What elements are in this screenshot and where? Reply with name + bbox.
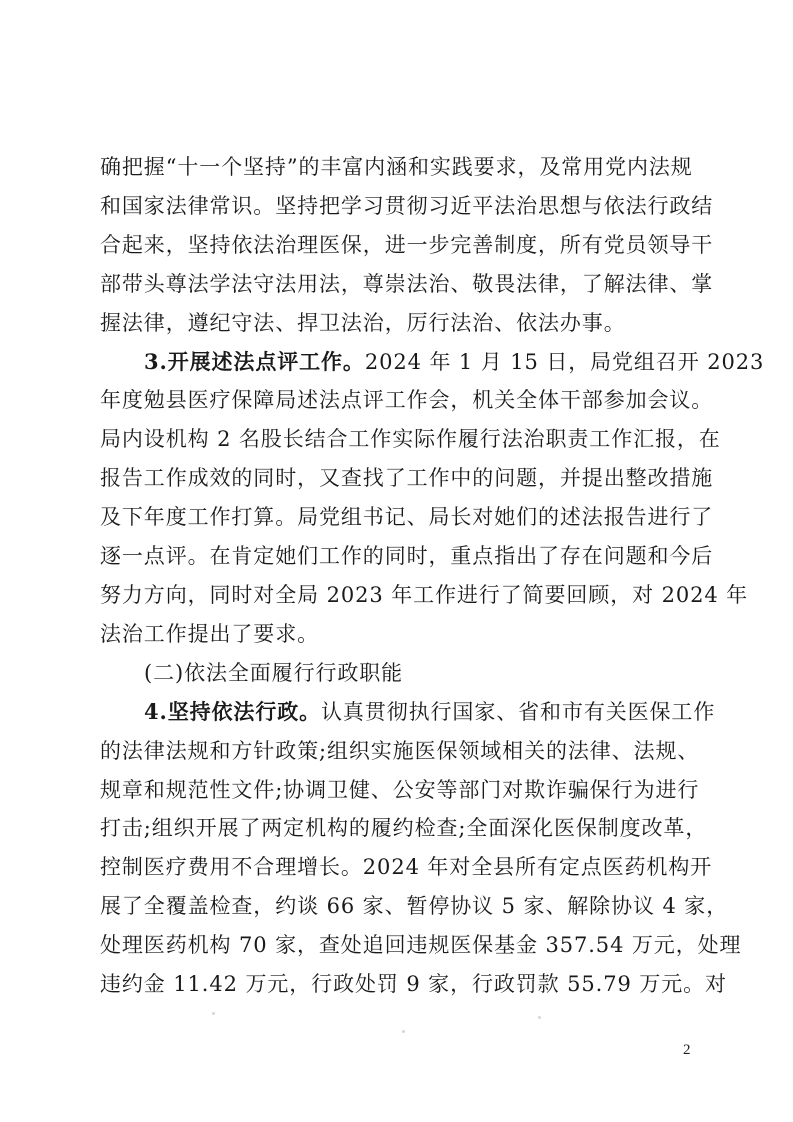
scan-speck xyxy=(402,1030,405,1033)
text-line: 的法律法规和方针政策;组织实施医保领域相关的法律、法规、 xyxy=(100,738,700,763)
text-line: 局内设机构 2 名股长结合工作实际作履行法治职责工作汇报，在 xyxy=(100,427,721,452)
text-line: 确把握“十一个坚持”的丰富内涵和实践要求，及常用党内法规 xyxy=(100,155,693,179)
text-line: 法治工作提出了要求。 xyxy=(100,621,319,646)
paragraph-administration-by-law xyxy=(100,693,742,1004)
text-run: 2024 年 1 月 15 日，局党组召开 2023 xyxy=(364,349,765,374)
paragraph-law-review xyxy=(100,343,765,654)
section-heading-text: (二)依法全面履行行政职能 xyxy=(144,660,404,685)
paragraph-heading: 4.坚持依法行政。 xyxy=(144,698,322,724)
document-body xyxy=(100,148,765,1004)
text-line: 努力方向，同时对全局 2023 年工作进行了简要回顾，对 2024 年 xyxy=(100,582,749,607)
text-line: 握法律，遵纪守法、捍卫法治，厉行法治、依法办事。 xyxy=(100,310,626,335)
text-line: 处理医药机构 70 家，查处追回违规医保基金 357.54 万元，处理 xyxy=(100,933,742,958)
text-line: 报告工作成效的同时，又查找了工作中的问题，并提出整改措施 xyxy=(100,466,714,491)
text-line: 规章和规范性文件;协调卫健、公安等部门对欺诈骗保行为进行 xyxy=(100,777,700,802)
text-line: 违约金 11.42 万元，行政处罚 9 家，行政罚款 55.79 万元。对 xyxy=(100,972,727,997)
scan-speck xyxy=(538,1016,541,1019)
text-line xyxy=(100,343,765,382)
text-line: 年度勉县医疗保障局述法点评工作会，机关全体干部参加会议。 xyxy=(100,388,714,413)
text-line xyxy=(100,693,716,732)
text-line: 及下年度工作打算。局党组书记、局长对她们的述法报告进行了 xyxy=(100,505,714,530)
paragraph-legal-study xyxy=(100,148,714,343)
text-line: 控制医疗费用不合理增长。2024 年对全县所有定点医药机构开 xyxy=(100,855,713,880)
scan-speck xyxy=(212,1012,215,1015)
text-line: 逐一点评。在肯定她们工作的同时，重点指出了存在问题和今后 xyxy=(100,544,714,569)
section-heading xyxy=(100,654,700,693)
text-line: 和国家法律常识。坚持把学习贯彻习近平法治思想与依法行政结 xyxy=(100,193,714,218)
page-number: 2 xyxy=(683,1042,691,1058)
text-run: 认真贯彻执行国家、省和市有关医保工作 xyxy=(321,699,716,724)
paragraph-heading: 3.开展述法点评工作。 xyxy=(144,348,365,374)
text-line: 打击;组织开展了两定机构的履约检查;全面深化医保制度改革， xyxy=(100,816,708,841)
text-line: 展了全覆盖检查，约谈 66 家、暂停协议 5 家、解除协议 4 家， xyxy=(100,894,729,919)
text-line: 合起来，坚持依法治理医保，进一步完善制度，所有党员领导干 xyxy=(100,232,714,257)
text-line: 部带头尊法学法守法用法，尊崇法治、敬畏法律，了解法律、掌 xyxy=(100,271,714,296)
